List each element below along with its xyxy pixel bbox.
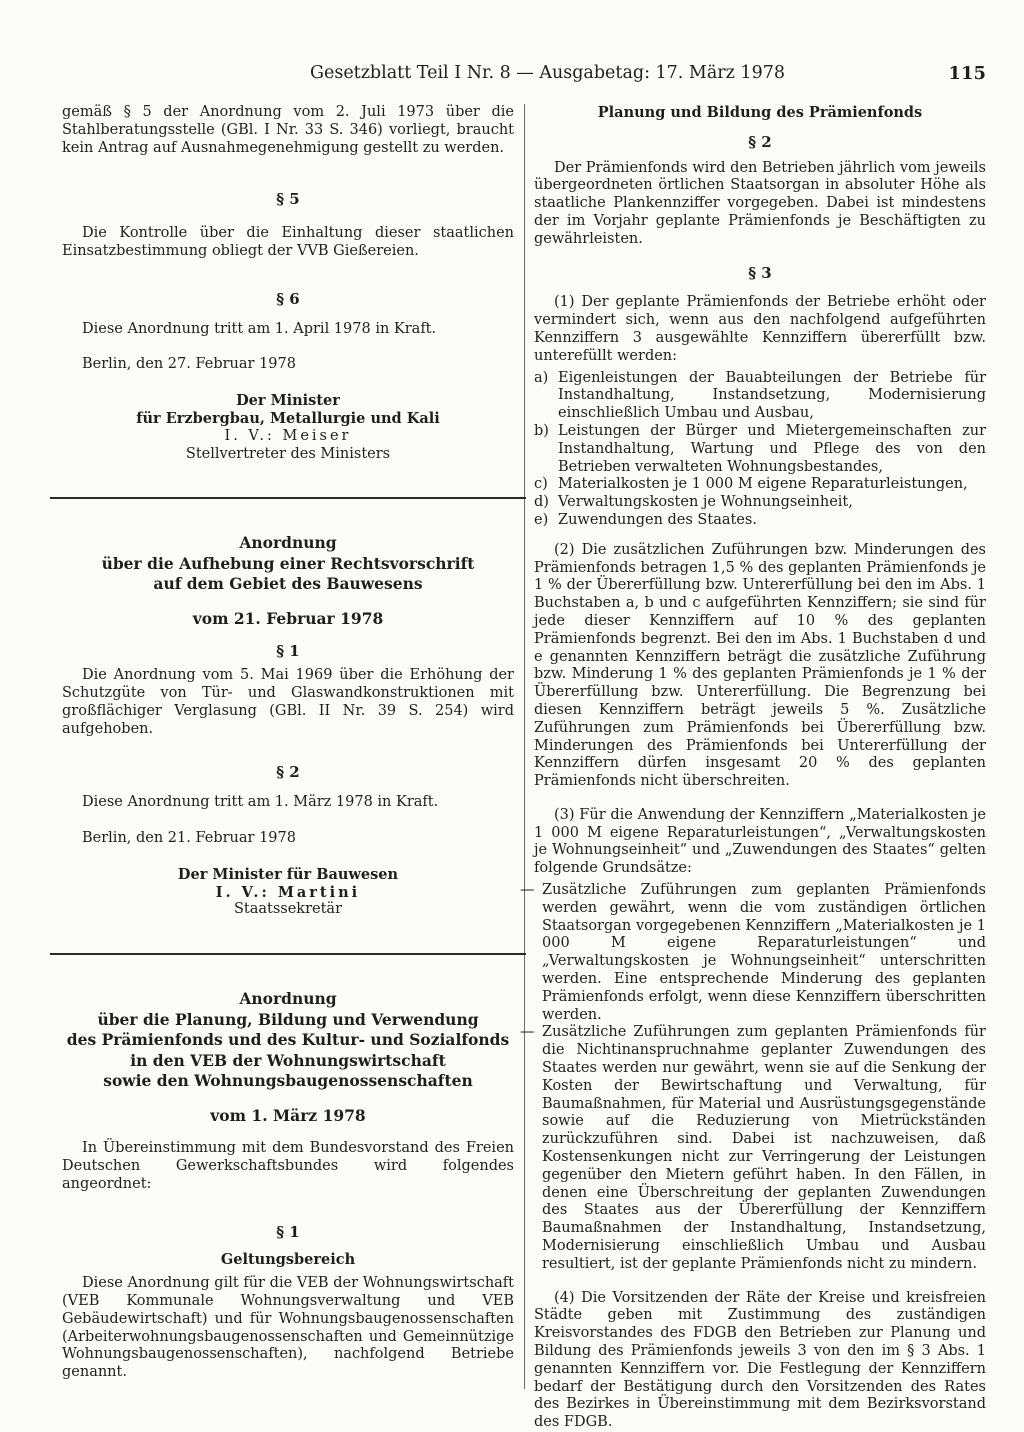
ordinance-3-title-line-2: über die Planung, Bildung und Verwendung [97,1009,479,1029]
ordinance-2-title-line-3: auf dem Gebiet des Bauwesens [153,574,423,594]
list-item-label: e) [534,511,549,528]
list-item-text: Materialkosten je 1 000 M eigene Reparaturleistungen, [558,476,968,493]
section-2-text: Der Prämienfonds wird den Betrieben jährlich vom jeweils übergeordneten örtlichen Staatsorgan in absoluter Höhe als staatliche Plankennziffer vorgegeben. Dabei ist mindestens der im Vorjahr geplante Prämienfonds je Beschäftigten zu gewährleisten. [534,159,986,247]
list-item-text: Verwaltungskosten je Wohnungseinheit, [558,494,853,511]
ordinance-3-section-1-text: Diese Anordnung gilt für die VEB der Wohnungswirtschaft (VEB Kommunale Wohnungsverwaltung und VEB Gebäudewirtschaft) und für Wohnungsbaugenossenschaften (Arbeiterwohnungsbaugenossenschaften und Gemeinnützige Wohnungsbaugenossenschaften), nachfolgend Betriebe genannt. [62,1275,514,1381]
section-2-heading: § 2 [748,132,772,151]
page-header [60,63,990,91]
signing-date-2: Berlin, den 21. Februar 1978 [82,829,296,846]
ordinance-3-title-line-4: in den VEB der Wohnungswirtschaft [130,1050,446,1070]
signature-1-line-2: für Erzbergbau, Metallurgie und Kali [136,409,440,427]
ordinance-2-title [62,533,514,595]
ordinance-2-section-1-heading: § 1 [276,642,300,661]
signing-date-1: Berlin, den 27. Februar 1978 [82,356,296,373]
signature-1-line-3: I. V.: Meiser [224,427,352,444]
ordinance-3-section-1-title: Geltungsbereich [220,1251,356,1269]
section-3-dash-list [520,882,986,1274]
section-3-paragraph-1: (1) Der geplante Prämienfonds der Betriebe erhöht oder vermindert sich, wenn aus den nachfolgend aufgeführten Kennziffern 3 ausgewählte Kennziffern übererfüllt bzw. unterefüllt werden: [534,294,986,364]
dash-list-item-text: Zusätzliche Zuführungen zum geplanten Prämienfonds für die Nichtinanspruchnahme geplanter Zuwendungen des Staates werden nur gewährt, wenn sie auf die Senkung der Kosten der Bewirtschaftung und Verwaltung, für Baumaßnahmen, für Material und Ausrüstungsgegenstände sowie auf die Reduzierung von Mietrückständen zurückzuführen sind. Dabei ist nachzuweisen, daß Kostensenkungen nicht zur Verringerung der Leistungen gegenüber den Mietern geführt haben. In den Fällen, in denen eine Überschreitung der geplanten Zuwendungen des Staates aus der Übererfüllung der Kennziffern Baumaßnahmen der Instandhaltung, Instandsetzung, Modernisierung einschließlich Umbau und Ausbau resultiert, ist der geplante Prämienfonds nicht zu mindern. [542,1024,986,1272]
signature-2-line-2: I. V.: Martini [215,883,361,901]
list-item [534,512,986,530]
signature-2-line-3: Staatssekretär [233,901,343,918]
ordinance-2-title-line-1: Anordnung [239,533,337,553]
dash-bullet: — [520,1024,535,1041]
list-item [534,423,986,476]
ordinance-3-section-1-heading: § 1 [276,1222,300,1241]
separator-rule-2 [50,953,526,955]
left-column [62,104,514,1382]
separator-rule-1 [50,497,526,499]
dash-list-item-text: Zusätzliche Zuführungen zum geplanten Prämienfonds werden gewährt, wenn die vom zuständigen örtlichen Staatsorgan vorgegebenen Kennziffern „Materialkosten je 1 000 M eigene Reparaturleistungen“ und „Verwaltungskosten je Wohnungseinheit“ unterschritten werden. Eine entsprechende Minderung des geplanten Prämienfonds erfolgt, wenn diese Kennziffern überschritten werden. [542,882,986,1023]
list-item [534,494,986,512]
list-item-text: Leistungen der Bürger und Mietergemeinschaften zur Instandhaltung, Wartung und Pflege des von den Betrieben verwalteten Wohnungsbestandes, [558,422,986,475]
section-5-text: Die Kontrolle über die Einhaltung dieser staatlichen Einsatzbestimmung obliegt der VVB Gießereien. [62,225,514,259]
list-item-label: a) [534,369,549,386]
dash-list-item [520,1024,986,1273]
ordinance-2-date: vom 21. Februar 1978 [192,608,384,628]
list-item [534,370,986,423]
signature-2-line-1: Der Minister für Bauwesen [177,865,399,883]
dash-bullet: — [520,882,535,899]
signature-block-2 [62,866,514,919]
list-item [534,476,986,494]
ordinance-2-section-2-heading: § 2 [276,763,300,782]
signature-1-line-1: Der Minister [236,392,340,410]
list-item-label: b) [534,422,549,439]
section-3-paragraph-3: (3) Für die Anwendung der Kennziffern „Materialkosten je 1 000 M eigene Reparaturleistungen“, „Verwaltungskosten je Wohnungseinheit“ und „Zuwendungen des Staates“ gelten folgende Grundsätze: [534,806,986,877]
list-item-label: c) [534,476,548,493]
ordinance-3-title-line-1: Anordnung [239,989,337,1009]
header-title: Gesetzblatt Teil I Nr. 8 — Ausgabetag: 17. März 1978 [310,63,785,83]
ordinance-2-section-2-text: Diese Anordnung tritt am 1. März 1978 in Kraft. [82,794,439,811]
ordinance-2-title-line-2: über die Aufhebung einer Rechtsvorschrift [101,553,475,573]
ordinance-3-intro: In Übereinstimmung mit dem Bundesvorstand des Freien Deutschen Gewerkschaftsbundes wird folgendes angeordnet: [62,1140,514,1192]
section-5-heading: § 5 [276,190,300,209]
list-item-label: d) [534,494,549,511]
signature-block-1 [62,392,514,463]
page-number: 115 [948,63,986,84]
ordinance-3-title-line-5: sowie den Wohnungsbaugenossenschaften [103,1071,473,1091]
section-3-paragraph-4: (4) Die Vorsitzenden der Räte der Kreise und kreisfreien Städte geben mit Zustimmung des zuständigen Kreisvorstandes des FDGB den Betrieben zur Planung und Bildung des Prämienfonds jeweils 3 von den im § 3 Abs. 1 genannten Kennziffern vor. Die Festlegung der Kennziffern bedarf der Bestätigung durch den Vorsitzenden des Rates des Bezirkes in Übereinstimmung mit dem Bezirksvorstand des FDGB. [534,1289,986,1431]
signature-1-line-4: Stellvertreter des Ministers [185,445,391,462]
section-3-list [534,370,986,530]
section-3-paragraph-2: (2) Die zusätzlichen Zuführungen bzw. Minderungen des Prämienfonds betragen 1,5 % des geplanten Prämienfonds je 1 % der Übererfüllung bzw. Untererfüllung bei den im Abs. 1 Buchstaben a, b und c aufgeführten Kennziffern; sie sind für jede dieser Kennziffern auf 10 % des geplanten Prämienfonds begrenzt. Bei den im Abs. 1 Buchstaben d und e genannten Kennziffern beträgt die zusätzliche Zuführung bzw. Minderung 1 % des geplanten Prämienfonds je 1 % der Übererfüllung bzw. Untererfüllung. Die Begrenzung bei diesen Kennziffern beträgt jeweils 5 %. Zusätzliche Zuführungen zum Prämienfonds bei Übererfüllung bzw. Minderungen des Prämienfonds bei Untererfüllung der Kennziffern dürfen insgesamt 20 % des geplanten Prämienfonds nicht überschreiten. [534,541,986,790]
right-heading: Planung und Bildung des Prämienfonds [597,104,923,121]
ordinance-2-section-1-text: Die Anordnung vom 5. Mai 1969 über die Erhöhung der Schutzgüte von Tür- und Glaswandkonstruktionen mit großflächiger Verglasung (GBl. II Nr. 39 S. 254) wird aufgehoben. [62,667,514,737]
ordinance-3-title-line-3: des Prämienfonds und des Kultur- und Sozialfonds [66,1030,510,1050]
continued-paragraph: gemäß § 5 der Anordnung vom 2. Juli 1973 über die Stahlberatungsstelle (GBl. I Nr. 33 S. 346) vorliegt, braucht kein Antrag auf Ausnahmegenehmigung gestellt zu werden. [62,104,514,156]
dash-list-item [520,882,986,1024]
list-item-text: Eigenleistungen der Bauabteilungen der Betriebe für Instandhaltung, Instandsetzung, Modernisierung einschließlich Umbau und Ausbau, [558,369,986,422]
ordinance-3-title [62,989,514,1092]
section-6-heading: § 6 [276,289,300,308]
ordinance-3-date: vom 1. März 1978 [210,1105,366,1125]
section-6-text: Diese Anordnung tritt am 1. April 1978 in Kraft. [82,320,437,337]
right-column [520,104,986,1432]
list-item-text: Zuwendungen des Staates. [558,511,757,528]
section-3-heading: § 3 [748,263,772,282]
